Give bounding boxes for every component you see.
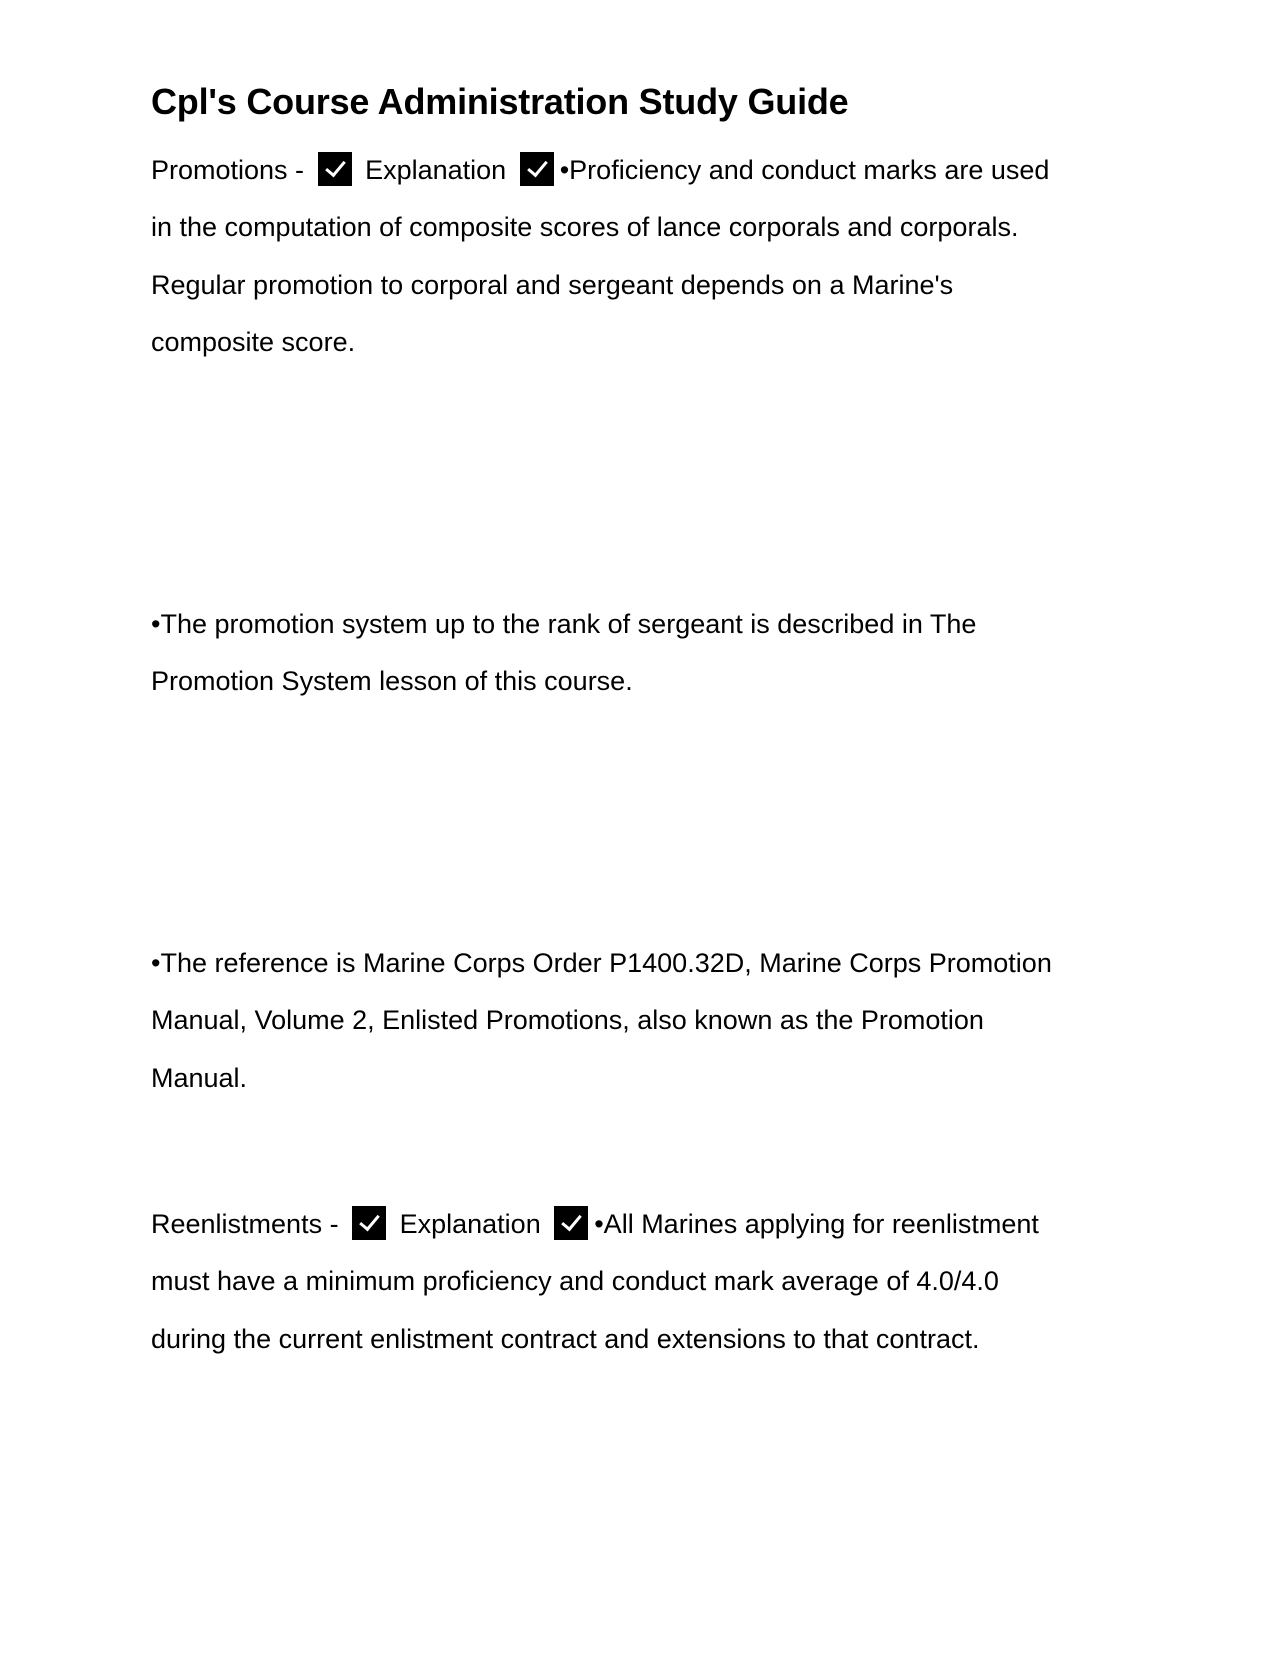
promotion-system-paragraph xyxy=(151,596,1111,711)
checkbox-icon[interactable] xyxy=(554,1206,588,1240)
body-text: •The promotion system up to the rank of sergeant is described in The xyxy=(151,609,977,639)
body-text: •All Marines applying for reenlistment xyxy=(594,1209,1039,1239)
checkbox-icon[interactable] xyxy=(352,1206,386,1240)
page-title: Cpl's Course Administration Study Guide xyxy=(151,81,849,122)
promotions-heading: Promotions - xyxy=(151,155,305,185)
explanation-label: Explanation xyxy=(365,155,507,185)
reference-paragraph xyxy=(151,935,1111,1107)
body-text: Regular promotion to corporal and sergeant depends on a Marine's xyxy=(151,269,954,300)
reenlistments-section xyxy=(151,1196,1111,1368)
promotions-section xyxy=(151,142,1111,371)
checkbox-icon[interactable] xyxy=(520,152,554,186)
reenlistments-first-line xyxy=(151,1196,1111,1253)
body-text: must have a minimum proficiency and conduct mark average of 4.0/4.0 xyxy=(151,1266,999,1297)
body-text: in the computation of composite scores of lance corporals and corporals. xyxy=(151,212,1019,243)
explanation-label: Explanation xyxy=(399,1209,541,1239)
reenlistments-heading: Reenlistments - xyxy=(151,1209,339,1239)
body-text: Promotion System lesson of this course. xyxy=(151,666,633,697)
body-text: Manual, Volume 2, Enlisted Promotions, also known as the Promotion xyxy=(151,1005,984,1036)
promotions-first-line xyxy=(151,142,1111,199)
body-text: during the current enlistment contract and extensions to that contract. xyxy=(151,1323,980,1354)
body-text: Manual. xyxy=(151,1062,248,1093)
checkbox-icon[interactable] xyxy=(318,152,352,186)
body-text: •The reference is Marine Corps Order P1400.32D, Marine Corps Promotion xyxy=(151,948,1052,978)
body-text: •Proficiency and conduct marks are used xyxy=(559,155,1050,185)
body-text: composite score. xyxy=(151,326,356,357)
